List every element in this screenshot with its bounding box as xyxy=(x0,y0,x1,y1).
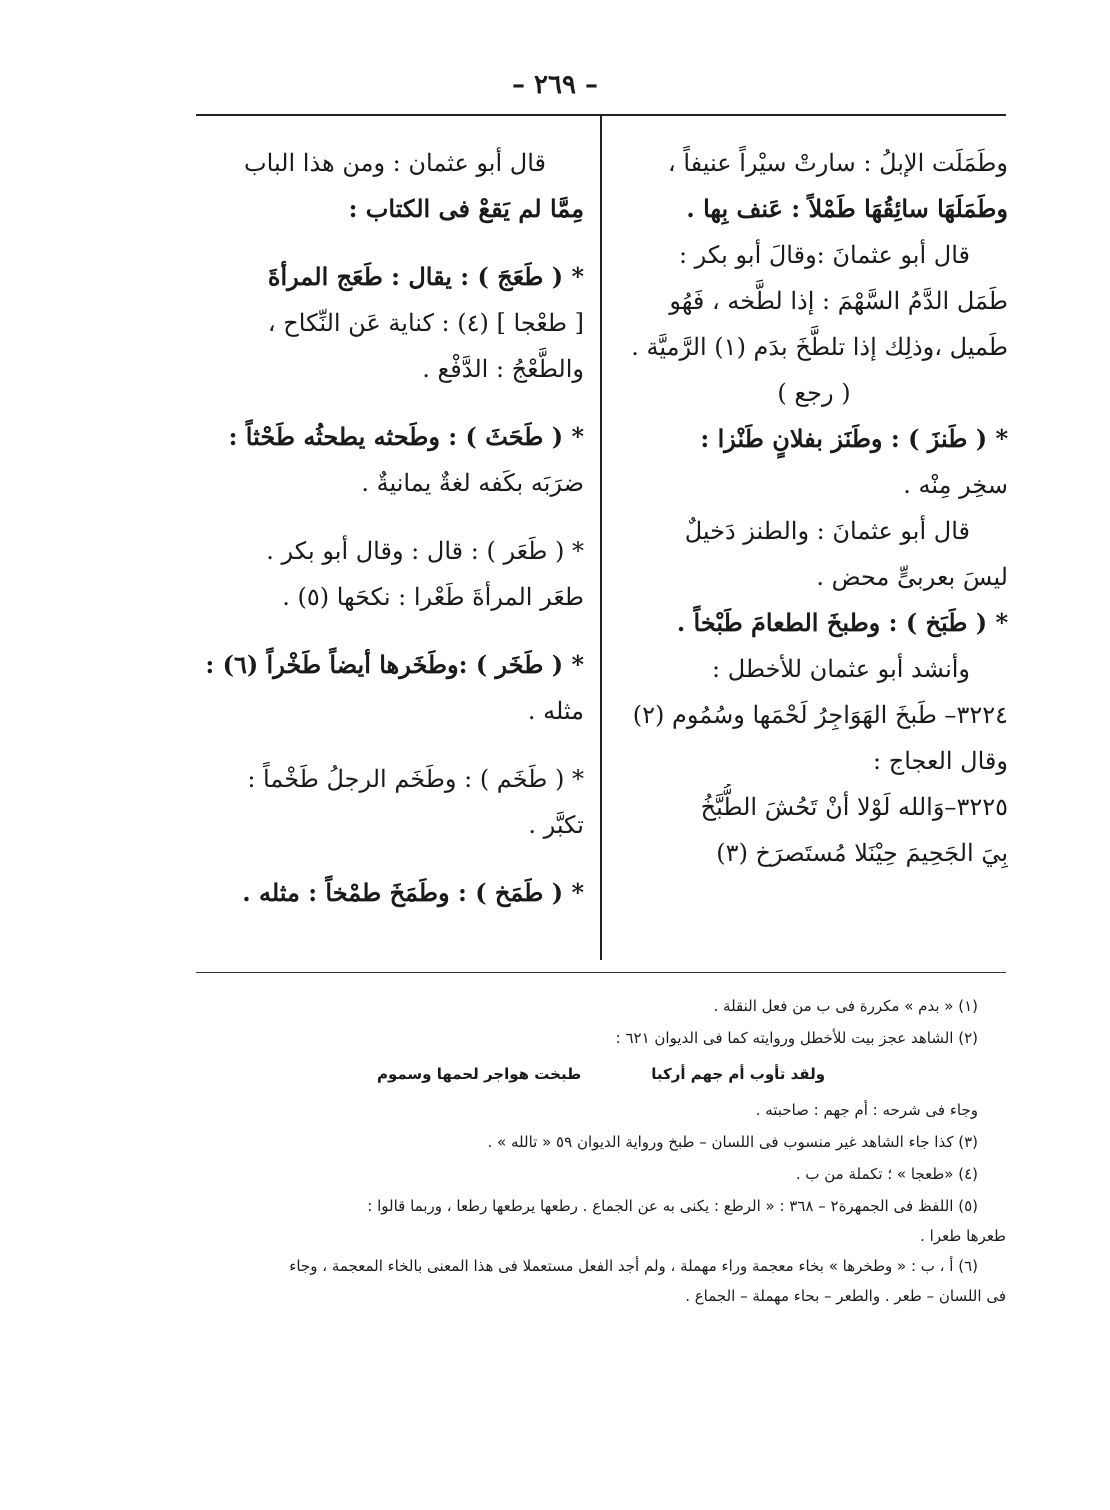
text-line: ( رجع ) xyxy=(777,379,851,407)
text-line: مثله . xyxy=(527,697,584,725)
text-line: طَمَل الدَّمُ السَّهْمَ : إذا لطَّخه ، فَهُو xyxy=(669,287,1008,315)
verse-second-hemistich: طبخت هواجر لحمها وسموم xyxy=(376,1065,582,1083)
text-line: [ طعْجا ] (٤) : كناية عَن النِّكاح ، xyxy=(267,309,584,337)
verse-first-hemistich: ولقد تأوب أم جهم أركبا xyxy=(651,1065,826,1083)
footnote-6: (٦) أ ، ب : « وطخرها » بخاء معجمة وراء مهملة ، ولم أجد الفعل مستعملا فى هذا المعنى بالخاء المعجمة ، وجاء xyxy=(289,1257,978,1275)
entry-heading: * ( طَخَر ) :وطَخَرها أيضاً طَخْراً (٦) : xyxy=(205,650,584,679)
left-column xyxy=(196,140,584,916)
text-line: مِمَّا لم يَقعْ فى الكتاب : xyxy=(348,194,584,223)
text-line: قال أبو عثمانَ : والطنز دَخيلٌ xyxy=(684,517,970,545)
text-line: ضرَبَه بكَفه لغةٌ يمانيةٌ . xyxy=(361,469,584,497)
text-line: قال أبو عثمانَ :وقالَ أبو بكر : xyxy=(678,241,970,269)
verse-line: ٣٢٢٤– طَبخَ الهَوَاجِرُ لَحْمَها وسُمُوم (٢) xyxy=(632,701,1008,729)
entry-heading: * ( طَمَخ ) : وطَمَخَ طمْخاً : مثله . xyxy=(242,878,584,907)
entry-heading: * ( طَبَخ ) : وطبخَ الطعامَ طَبْخاً . xyxy=(676,608,1008,637)
text-line: والطَّعْجُ : الدَّفْع . xyxy=(422,355,584,383)
footnote-6-continuation: فى اللسان – طعر . والطعر – بحاء مهملة – الجماع . xyxy=(685,1287,1006,1305)
entry-heading: * ( طَخَم ) : وطَخَم الرجلُ طَخْماً : xyxy=(247,765,584,793)
footnote-1: (١) « بدم » مكررة فى ب من فعل النقلة . xyxy=(713,997,978,1015)
footnote-3: (٣) كذا جاء الشاهد غير منسوب فى اللسان – طبخ ورواية الديوان ٥٩ « تالله » . xyxy=(487,1133,978,1151)
footnote-rule xyxy=(196,972,1006,973)
text-line: ليسَ بعربىٍّ محض . xyxy=(816,563,1008,591)
text-line: تكبَّر . xyxy=(528,811,584,839)
entry-heading: * ( طَعَر ) : قال : وقال أبو بكر . xyxy=(266,537,584,565)
text-line: قال أبو عثمان : ومن هذا الباب xyxy=(244,149,546,177)
text-line: طعَر المرأةَ طَعْرا : نكحَها (٥) . xyxy=(282,583,584,611)
entry-heading: * ( طَنزَ ) : وطَنَز بفلانٍ طَنْزا : xyxy=(700,424,1008,453)
text-line: وأنشد أبو عثمان للأخطل : xyxy=(712,655,970,683)
text-line: سخِر مِنْه . xyxy=(903,471,1008,499)
verse-line: بِيَ الجَحِيمَ حِيْنَلا مُستَصرَخ (٣) xyxy=(716,839,1008,867)
footnote-4: (٤) «طعجا » ؛ تكملة من ب . xyxy=(795,1165,978,1183)
footnote-2-continuation: وجاء فى شرحه : أم جهم : صاحبته . xyxy=(755,1101,978,1119)
text-line: وطَمَلَت الإبلُ : سارتْ سيْراً عنيفاً ، xyxy=(667,149,1008,177)
text-line: وطَمَلَهَا سائِقُهَا طَمْلاً : عَنف بِها . xyxy=(686,194,1008,223)
footnote-2: (٢) الشاهد عجز بيت للأخطل وروايته كما فى الديوان ٦٢١ : xyxy=(615,1029,978,1047)
footnote-5: (٥) اللفظ فى الجمهرة٢ – ٣٦٨ : « الرطع : يكنى به عن الجماع . رطعها يرطعها رطعا ، وربما قالوا : xyxy=(367,1197,978,1215)
text-line: وقال العجاج : xyxy=(872,747,1008,775)
footnote-5-continuation: طعرها طعرا . xyxy=(920,1227,1006,1245)
right-column xyxy=(620,140,1008,876)
text-line: طَميل ،وذلِك إذا تلطَّخَ بدَم (١) الرَّميَّة . xyxy=(631,333,1008,361)
entry-heading: * ( طَحَثَ ) : وطَحثه يطحثُه طَحْثاً : xyxy=(228,422,584,451)
entry-heading: * ( طَعَجَ ) : يقال : طَعَج المرأةَ xyxy=(267,262,584,291)
verse-line: ٣٢٢٥–وَالله لَوْلا أنْ تَحُشَ الطُّبَّخُ xyxy=(700,793,1008,821)
footnote-verse xyxy=(196,1054,1006,1094)
footnotes xyxy=(196,990,1006,1310)
column-divider xyxy=(600,116,602,960)
page-number: – ٢٦٩ – xyxy=(511,70,599,100)
